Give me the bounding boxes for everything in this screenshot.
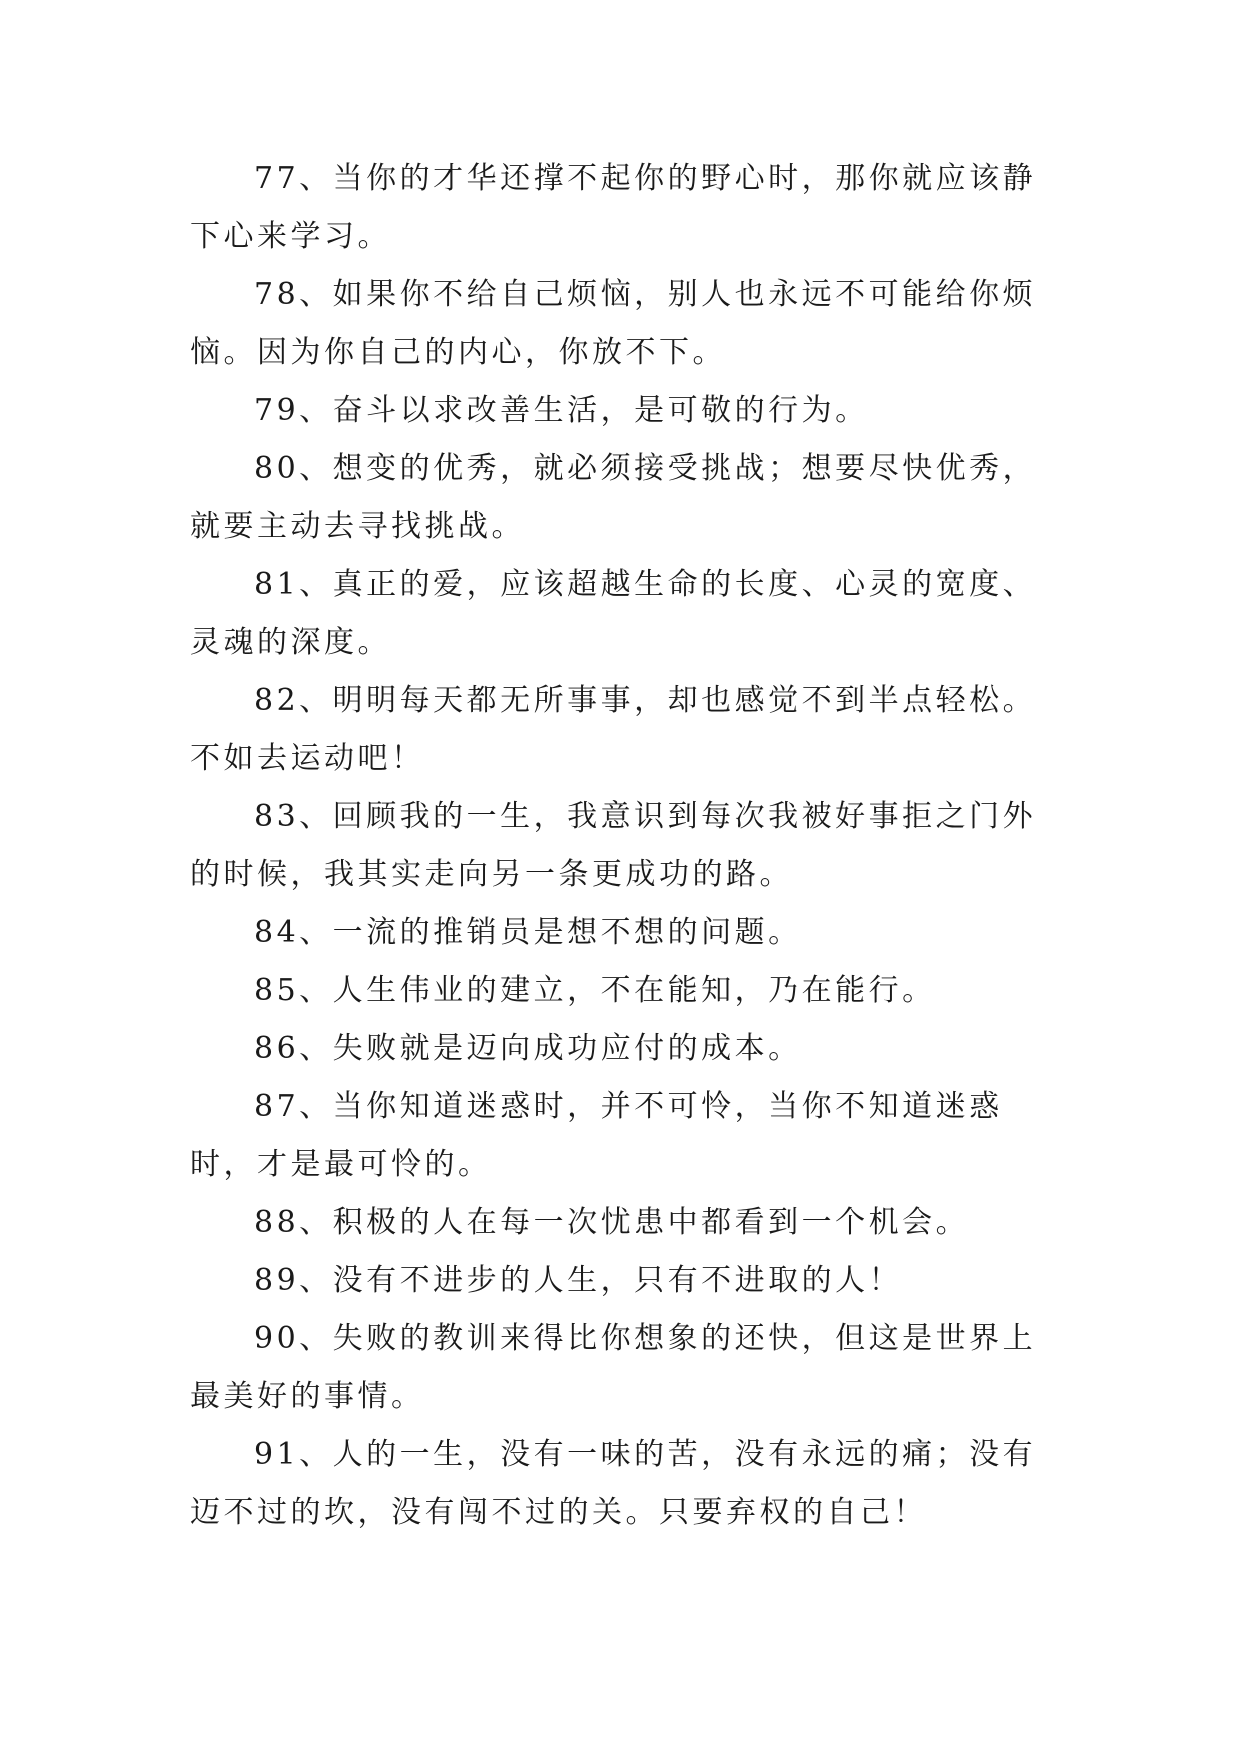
- quote-82: 82、明明每天都无所事事，却也感觉不到半点轻松。不如去运动吧！: [190, 683, 1037, 776]
- quote-81: 81、真正的爱，应该超越生命的长度、心灵的宽度、灵魂的深度。: [190, 567, 1037, 660]
- quote-86: 86、失败就是迈向成功应付的成本。: [254, 1031, 802, 1066]
- quote-84: 84、一流的推销员是想不想的问题。: [254, 915, 802, 950]
- quote-77: 77、当你的才华还撑不起你的野心时，那你就应该静下心来学习。: [190, 161, 1037, 254]
- quote-90: 90、失败的教训来得比你想象的还快，但这是世界上最美好的事情。: [190, 1321, 1037, 1414]
- quote-list: [190, 150, 1060, 1542]
- quote-91: 91、人的一生，没有一味的苦，没有永远的痛；没有迈不过的坎，没有闯不过的关。只要弃权的自己！: [190, 1437, 1037, 1530]
- quote-89: 89、没有不进步的人生，只有不进取的人！: [254, 1263, 903, 1298]
- quote-83: 83、回顾我的一生，我意识到每次我被好事拒之门外的时候，我其实走向另一条更成功的路。: [190, 799, 1037, 892]
- quote-85: 85、人生伟业的建立，不在能知，乃在能行。: [254, 973, 936, 1008]
- quote-88: 88、积极的人在每一次忧患中都看到一个机会。: [254, 1205, 970, 1240]
- quote-80: 80、想变的优秀，就必须接受挑战；想要尽快优秀，就要主动去寻找挑战。: [190, 451, 1037, 544]
- quote-78: 78、如果你不给自己烦恼，别人也永远不可能给你烦恼。因为你自己的内心，你放不下。: [190, 277, 1037, 370]
- quote-87: 87、当你知道迷惑时，并不可怜，当你不知道迷惑时，才是最可怜的。: [190, 1089, 1003, 1182]
- quote-79: 79、奋斗以求改善生活，是可敬的行为。: [254, 393, 869, 428]
